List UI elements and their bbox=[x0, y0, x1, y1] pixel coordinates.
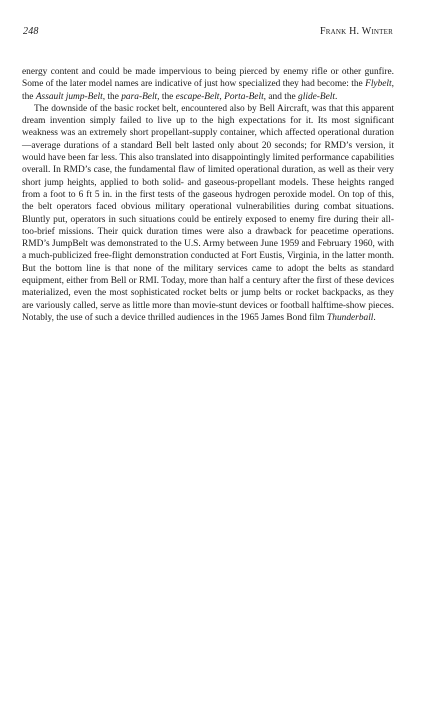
paragraph-2 bbox=[22, 103, 394, 324]
text-run: , the bbox=[102, 91, 122, 102]
running-head-author: Frank H. Winter bbox=[320, 26, 393, 37]
text-run: The downside of the basic rocket belt, encountered also by Bell Aircraft, was that this apparent dream invention simply failed to live up to the high expectations for it. Its most significant weakness was an extremely short propellant-supply container, which affected operational duration—average durations of a standard Bell belt lasted only about 20 seconds; for RMD’s version, it would have been far less. This also translated into disappointingly limited performance capabilities overall. In RMD’s case, the fundamental flaw of limited operational duration, as well as their very short jump heights, applied to both solid- and gaseous-propellant models. These heights ranged from a foot to 6 ft 5 in. in the first tests of the gaseous hydrogen peroxide model. On top of this, the belt operators faced obvious military operational vulnerabilities during combat situations. Bluntly put, operators in such situations could be entirely exposed to enemy fire during their all-too-brief missions. Their quick duration times were also a drawback for peacetime operations. RMD’s JumpBelt was demonstrated to the U.S. Army between June 1959 and February 1960, with a much-publicized free-flight demonstration conducted at Fort Eustis, Virginia, in the latter month. But the bottom line is that none of the military services came to adopt the belts as standard equipment, either from Bell or RMI. Today, more than half a century after the first of these devices materialized, even the most sophisticated rocket belts or jump belts or rocket backpacks, as they are variously called, serve as little more than movie-stunt devices or football halftime-show pieces. Notably, the use of such a device thrilled audiences in the 1965 James Bond film bbox=[22, 103, 394, 323]
text-run: , and the bbox=[263, 91, 299, 102]
italic-term: Porta-Belt bbox=[224, 91, 264, 102]
page-number: 248 bbox=[23, 26, 39, 37]
italic-term: escape-Belt bbox=[175, 91, 220, 102]
italic-term: glide-Belt bbox=[298, 91, 336, 102]
text-run: , bbox=[219, 91, 225, 102]
running-head bbox=[23, 26, 393, 40]
text-run: . bbox=[335, 91, 338, 102]
italic-term: Flybelt bbox=[365, 79, 392, 90]
italic-term: Assault jump-Belt bbox=[35, 91, 103, 102]
text-run: , the bbox=[22, 79, 394, 102]
text-run: . bbox=[373, 312, 376, 323]
italic-term: Thunderball bbox=[327, 312, 374, 323]
text-run: , the bbox=[157, 91, 176, 102]
text-run: energy content and could be made impervious to being pierced by enemy rifle or other gunfire. Some of the later model names are indicative of just how specialized they had become: the bbox=[22, 67, 394, 90]
paragraph-1 bbox=[22, 66, 394, 103]
italic-term: para-Belt bbox=[121, 91, 158, 102]
body-text bbox=[22, 66, 394, 324]
